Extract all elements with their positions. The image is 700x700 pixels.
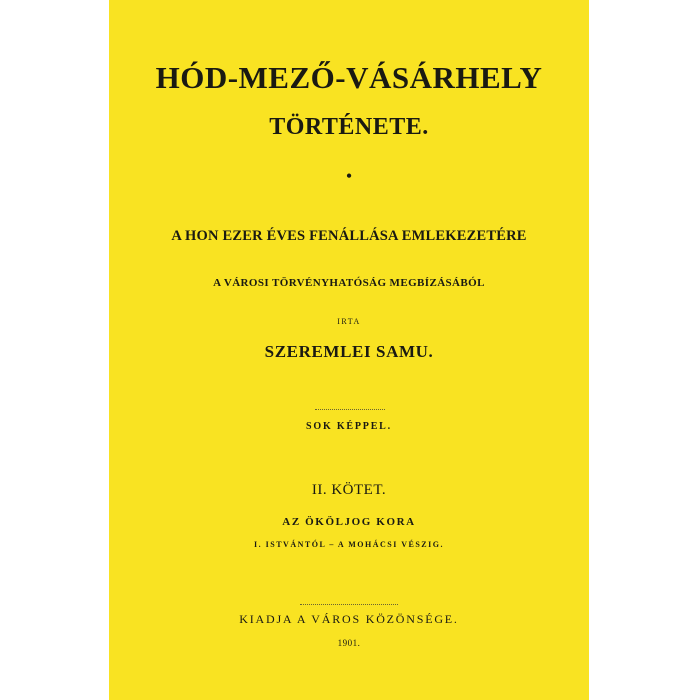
book-cover xyxy=(109,0,589,700)
divider-rule xyxy=(300,604,398,605)
publisher-line: KIADJA A VÁROS KÖZÖNSÉGE. xyxy=(239,612,459,626)
commission-line: A VÁROSI TÖRVÉNYHATÓSÁG MEGBÍZÁSÁBÓL xyxy=(213,277,485,289)
written-by-label: IRTA xyxy=(337,317,361,326)
volume-title: AZ ÖKÖLJOG KORA xyxy=(282,516,416,528)
cover-title: HÓD-MEZŐ-VÁSÁRHELY xyxy=(155,60,543,95)
cover-title-second-line: TÖRTÉNETE. xyxy=(269,114,429,140)
ornament-dot: • xyxy=(346,168,352,185)
publication-year: 1901. xyxy=(337,638,361,648)
divider-dots xyxy=(315,409,385,410)
volume-number: II. KÖTET. xyxy=(311,482,387,498)
author-name: SZEREMLEI SAMU. xyxy=(264,342,434,361)
volume-range: I. ISTVÁNTÓL – A MOHÁCSI VÉSZIG. xyxy=(254,540,444,549)
cover-subtitle: A HON EZER ÉVES FENÁLLÁSA EMLEKEZETÉRE xyxy=(171,228,527,244)
illustrations-note: SOK KÉPPEL. xyxy=(306,421,392,432)
